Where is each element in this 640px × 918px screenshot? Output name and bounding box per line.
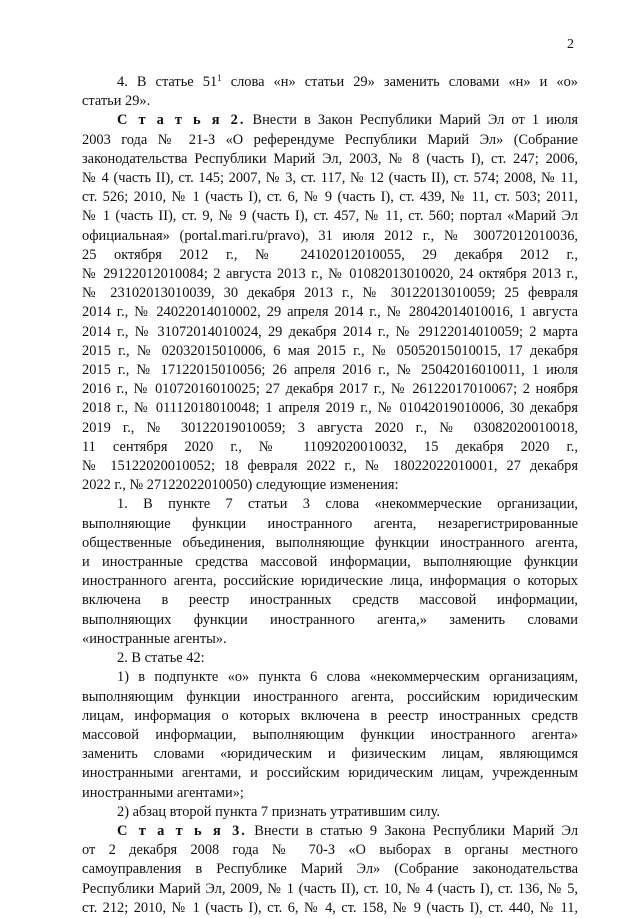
- article-2-line: № 4 (часть II), ст. 145; 2007, № 3, ст. 117, № 12 (часть II), ст. 574; 2008, № 11,: [82, 170, 578, 187]
- article-2-line: 2015 г., № 17122015010056; 26 апреля 2016 г., № 25042016010011, 1 июля: [82, 362, 578, 379]
- article-2-line: официальная» (portal.mari.ru/pravo), 31 июля 2012 г., № 30072012010036,: [82, 227, 578, 244]
- article-2-line: 2016 г., № 01072016010025; 27 декабря 2017 г., № 26122017010067; 2 ноября: [82, 381, 578, 398]
- article-3-line: от 2 декабря 2008 года № 70-З «О выборах в органы местного: [82, 842, 578, 859]
- article-2-line: № 23102013010039, 30 декабря 2013 г., № 30122013010059; 25 февраля: [82, 285, 578, 302]
- document-body: [82, 73, 578, 918]
- article-2-line: № 15122020010052; 18 февраля 2022 г., № 18022022010001, 27 декабря: [82, 458, 578, 475]
- item-4-line: статьи 29».: [82, 93, 151, 110]
- article-2-line: 11 сентября 2020 г., № 11092020010032, 15 декабря 2020 г.,: [82, 438, 578, 455]
- change-1-line: выполняющих функции иностранного агента,» заменить словами: [82, 611, 578, 628]
- article-2-line: 2019 г., № 30122019010059; 3 августа 2020 г., № 03082020010018,: [82, 419, 578, 436]
- change-1-line: «иностранные агенты».: [82, 630, 227, 647]
- change-2: [82, 649, 578, 822]
- change-1-line: иностранного агента, российские юридические лица, информация о которых: [82, 573, 578, 590]
- article-2-line: 2015 г., № 02032015010006, 6 мая 2015 г., № 05052015010015, 17 декабря: [82, 342, 578, 359]
- change-2-sub1-line: иностранными агентами»;: [82, 784, 244, 801]
- article-2-line: 2003 года № 21-З «О референдуме Республики Марий Эл» (Собрание: [82, 131, 578, 148]
- article-2-line: 25 октября 2012 г., № 24102012010055, 29 декабря 2012 г.,: [82, 246, 578, 263]
- change-2-sub1-line: иностранными агентами, и российским юридическим лицам, учрежденным: [82, 765, 578, 782]
- change-1-line: включена в реестр иностранных средств массовой информации,: [82, 592, 578, 609]
- change-2-sub1-line: массовой информации, выполняющим функции иностранного агента»: [82, 726, 578, 743]
- article-2-line: № 1 (часть II), ст. 9, № 9 (часть I), ст. 457, № 11, ст. 560; портал «Марий Эл: [82, 208, 578, 225]
- article-2-line: 2022 г., № 27122022010050) следующие изменения:: [82, 477, 399, 494]
- change-1-line: выполняющие функции иностранного агента, незарегистрированные: [82, 515, 578, 532]
- change-1: [82, 495, 578, 649]
- article-3-line: ст. 212; 2010, № 1 (часть I), ст. 6, № 4, ст. 158, № 9 (часть I), ст. 440, № 11,: [82, 899, 578, 916]
- article-2-heading: С т а т ь я 2.: [117, 112, 246, 129]
- article-2-line: законодательства Республики Марий Эл, 2003, № 8 (часть I), ст. 247; 2006,: [82, 150, 578, 167]
- article-2-line: 2018 г., № 01112018010048; 1 апреля 2019 г., № 01042019010006, 30 декабря: [82, 400, 578, 417]
- page-number: 2: [567, 37, 574, 52]
- article-2-line: 2014 г., № 24022014010002, 29 апреля 2014 г., № 28042014010016, 1 августа: [82, 304, 578, 321]
- change-2-sub1-line: выполняющим функции иностранного агента, российским юридическим: [82, 688, 578, 705]
- change-2-sub1-line: заменить словами «юридическим и физическим лицам, являющимся: [82, 746, 578, 763]
- article-3-heading: С т а т ь я 3.: [117, 822, 247, 839]
- change-2-sub1-line: лицам, информация о которых включена в реестр иностранных средств: [82, 707, 578, 724]
- item-4: [82, 73, 578, 111]
- change-2-heading: 2. В статье 42:: [117, 650, 205, 667]
- article-3-line: Республики Марий Эл, 2009, № 1 (часть II), ст. 10, № 4 (часть I), ст. 136, № 5,: [82, 880, 578, 897]
- article-3-line: С т а т ь я 3. Внести в статью 9 Закона Республики Марий Эл: [117, 822, 578, 839]
- change-2-sub1-line: 1) в подпункте «о» пункта 6 слова «некоммерческим организациям,: [117, 669, 578, 686]
- change-1-line: 1. В пункте 7 статьи 3 слова «некоммерческие организации,: [117, 496, 578, 513]
- item-4-line: 4. В статье $51^1$ слова «н» статьи 29» заменить словами «н» и «о»: [117, 73, 578, 90]
- article-2-line: № 29122012010084; 2 августа 2013 г., № 01082013010020, 24 октября 2013 г.,: [82, 266, 578, 283]
- change-1-line: общественные объединения, выполняющие функции иностранного агента,: [82, 534, 578, 551]
- article-3-line: самоуправления в Республике Марий Эл» (Собрание законодательства: [82, 861, 578, 878]
- article-2: [82, 111, 578, 495]
- article-2-line: 2014 г., № 31072014010024, 29 декабря 2014 г., № 29122014010059; 2 марта: [82, 323, 578, 340]
- article-2-line: С т а т ь я 2. Внести в Закон Республики Марий Эл от 1 июля: [117, 112, 578, 129]
- change-1-line: и иностранные средства массовой информации, выполняющие функции: [82, 554, 578, 571]
- article-3: [82, 822, 578, 918]
- article-2-line: ст. 526; 2010, № 1 (часть I), ст. 6, № 9 (часть I), ст. 439, № 11, ст. 503; 2011,: [82, 189, 578, 206]
- change-2-sub2: 2) абзац второй пункта 7 признать утратившим силу.: [117, 803, 440, 820]
